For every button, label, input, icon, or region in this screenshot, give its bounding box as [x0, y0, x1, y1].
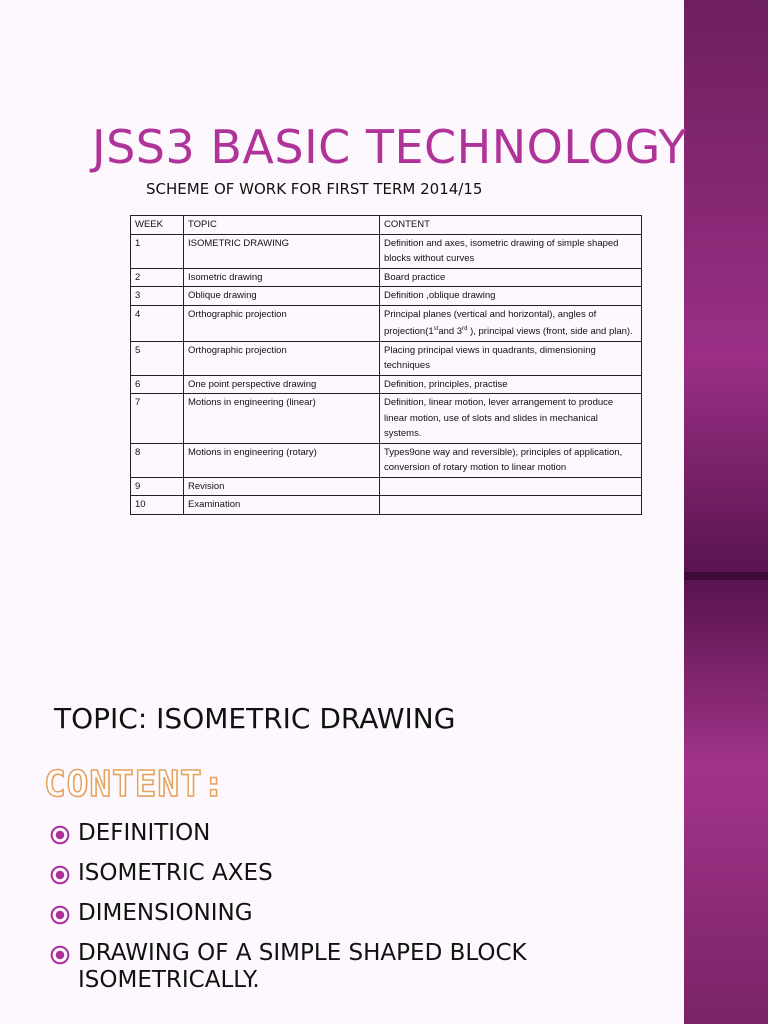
week-cell: 8: [131, 443, 184, 477]
content-text: ), principal views (front, side and plan).: [467, 326, 633, 338]
content-bullet-list: [46, 820, 676, 1007]
week-cell: 6: [131, 375, 184, 394]
circled-dot-icon: [50, 865, 70, 885]
content-cell: Definition, linear motion, lever arrangement to produce linear motion, use of slots and slides in mechanical systems.: [380, 394, 642, 444]
table-row: [131, 477, 642, 496]
header-content: CONTENT: [380, 216, 642, 235]
content-cell: Definition and axes, isometric drawing of simple shaped blocks without curves: [380, 234, 642, 268]
content-heading: CONTENT:: [44, 764, 226, 805]
content-cell: [380, 496, 642, 515]
ordinal-superscript: st: [433, 326, 439, 332]
list-item: [46, 820, 676, 847]
table-row: [131, 341, 642, 375]
table-header-row: [131, 216, 642, 235]
week-cell: 9: [131, 477, 184, 496]
content-text: and 3: [438, 326, 463, 338]
table-row: [131, 496, 642, 515]
content-cell: Definition, principles, practise: [380, 375, 642, 394]
list-item: [46, 900, 676, 927]
topic-cell: Motions in engineering (rotary): [184, 443, 380, 477]
list-item: [46, 940, 676, 994]
table-row: [131, 305, 642, 341]
list-item-text: DEFINITION: [78, 820, 211, 846]
table-row: [131, 268, 642, 287]
content-text: Principal planes (vertical and horizontal), angles of projection(1: [384, 308, 597, 338]
topic-cell: ISOMETRIC DRAWING: [184, 234, 380, 268]
table-row: [131, 234, 642, 268]
decorative-side-bar: [684, 0, 768, 1024]
circled-dot-icon: [50, 905, 70, 925]
topic-heading: TOPIC: ISOMETRIC DRAWING: [54, 702, 456, 735]
content-cell: [380, 477, 642, 496]
table-row: [131, 394, 642, 444]
content-cell: Definition ,oblique drawing: [380, 287, 642, 306]
week-cell: 5: [131, 341, 184, 375]
slide-title: JSS3 BASIC TECHNOLOGY: [92, 120, 688, 174]
topic-cell: Oblique drawing: [184, 287, 380, 306]
week-cell: 2: [131, 268, 184, 287]
table-row: [131, 375, 642, 394]
circled-dot-icon: [50, 825, 70, 845]
topic-cell: Examination: [184, 496, 380, 515]
topic-cell: Isometric drawing: [184, 268, 380, 287]
week-cell: 10: [131, 496, 184, 515]
side-bar-divider: [684, 572, 768, 580]
header-week: WEEK: [131, 216, 184, 235]
table-row: [131, 287, 642, 306]
scheme-of-work-table: [130, 215, 642, 515]
week-cell: 7: [131, 394, 184, 444]
list-item: [46, 860, 676, 887]
topic-cell: Revision: [184, 477, 380, 496]
content-cell: Board practice: [380, 268, 642, 287]
list-item-text: DRAWING OF A SIMPLE SHAPED BLOCK ISOMETRICALLY.: [78, 940, 527, 993]
slide-subtitle: SCHEME OF WORK FOR FIRST TERM 2014/15: [146, 180, 483, 198]
topic-cell: Orthographic projection: [184, 305, 380, 341]
header-topic: TOPIC: [184, 216, 380, 235]
content-cell: [380, 305, 642, 341]
circled-dot-icon: [50, 945, 70, 965]
ordinal-superscript: rd: [462, 326, 468, 332]
week-cell: 1: [131, 234, 184, 268]
topic-cell: One point perspective drawing: [184, 375, 380, 394]
week-cell: 3: [131, 287, 184, 306]
list-item-text: DIMENSIONING: [78, 900, 253, 926]
week-cell: 4: [131, 305, 184, 341]
table-row: [131, 443, 642, 477]
content-cell: Placing principal views in quadrants, dimensioning techniques: [380, 341, 642, 375]
topic-cell: Orthographic projection: [184, 341, 380, 375]
list-item-text: ISOMETRIC AXES: [78, 860, 273, 886]
content-cell: Types9one way and reversible), principles of application, conversion of rotary motion to linear motion: [380, 443, 642, 477]
topic-cell: Motions in engineering (linear): [184, 394, 380, 444]
